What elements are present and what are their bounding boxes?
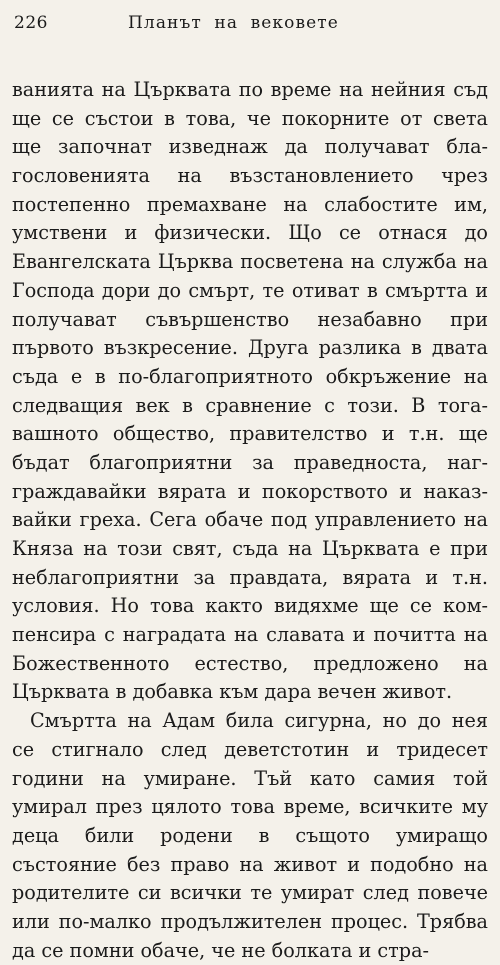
text-line: Евангелската Църква посветена на служба на: [12, 250, 488, 274]
text-line: постепенно премахване на слабостите им,: [12, 192, 488, 216]
text-line: следващия век в сравнение с този. В тога-: [12, 393, 488, 417]
text-line: години на умиране. Тъй като самия той: [12, 766, 488, 790]
text-line: вашното общество, правителство и т.н. ще: [12, 422, 488, 446]
body-text: [12, 76, 488, 965]
text-line: умствени и физически. Що се отнася до: [12, 221, 488, 245]
text-line: Божественното естество, предложено на: [12, 651, 488, 675]
text-line: да се помни обаче, че не болката и стра-: [12, 938, 429, 962]
text-line: гословенията на възстановлението чрез: [12, 164, 488, 188]
text-line: ще започнат изведнаж да получават бла-: [12, 135, 488, 159]
text-line: Църквата в добавка към дара вечен живот.: [12, 680, 453, 704]
text-line: граждавайки вярата и покорството и наказ-: [12, 479, 488, 503]
text-line: ще се състои в това, че покорните от света: [12, 106, 488, 130]
text-line: родителите си всички те умират след повече: [12, 881, 488, 905]
text-line: съда е в по-благоприятното обкръжение на: [12, 364, 488, 388]
text-line: Смъртта на Адам била сигурна, но до нея: [30, 709, 488, 733]
text-line: ванията на Църквата по време на нейния съд: [12, 78, 488, 101]
page-header: [0, 10, 500, 36]
text-line: умирал през цялото това време, всичките му: [12, 795, 488, 819]
text-line: състояние без право на живот и подобно на: [12, 852, 488, 876]
text-line: вайки греха. Сега обаче под управлението на: [12, 508, 488, 532]
page-number: 226: [14, 13, 48, 33]
text-line: се стигнало след деветстотин и тридесет: [12, 737, 488, 761]
text-line: получават съвършенство незабавно при: [12, 307, 488, 331]
running-title: Планът на вековете: [128, 13, 339, 33]
text-line: неблагоприятни за правдата, вярата и т.н.: [12, 565, 488, 589]
text-line: условия. Но това както видяхме ще се ком-: [12, 594, 488, 618]
text-line: или по-малко продължителен процес. Трябва: [12, 909, 488, 933]
text-line: деца били родени в същото умиращо: [12, 823, 488, 847]
text-line: бъдат благоприятни за праведноста, наг-: [12, 450, 488, 474]
text-line: Княза на този свят, съда на Църквата е при: [12, 537, 488, 560]
text-line: Господа дори до смърт, те отиват в смъртта и: [12, 278, 488, 302]
text-line: пенсира с наградата на славата и почитта на: [12, 623, 488, 647]
text-line: първото възкресение. Друга разлика в двата: [12, 336, 488, 360]
